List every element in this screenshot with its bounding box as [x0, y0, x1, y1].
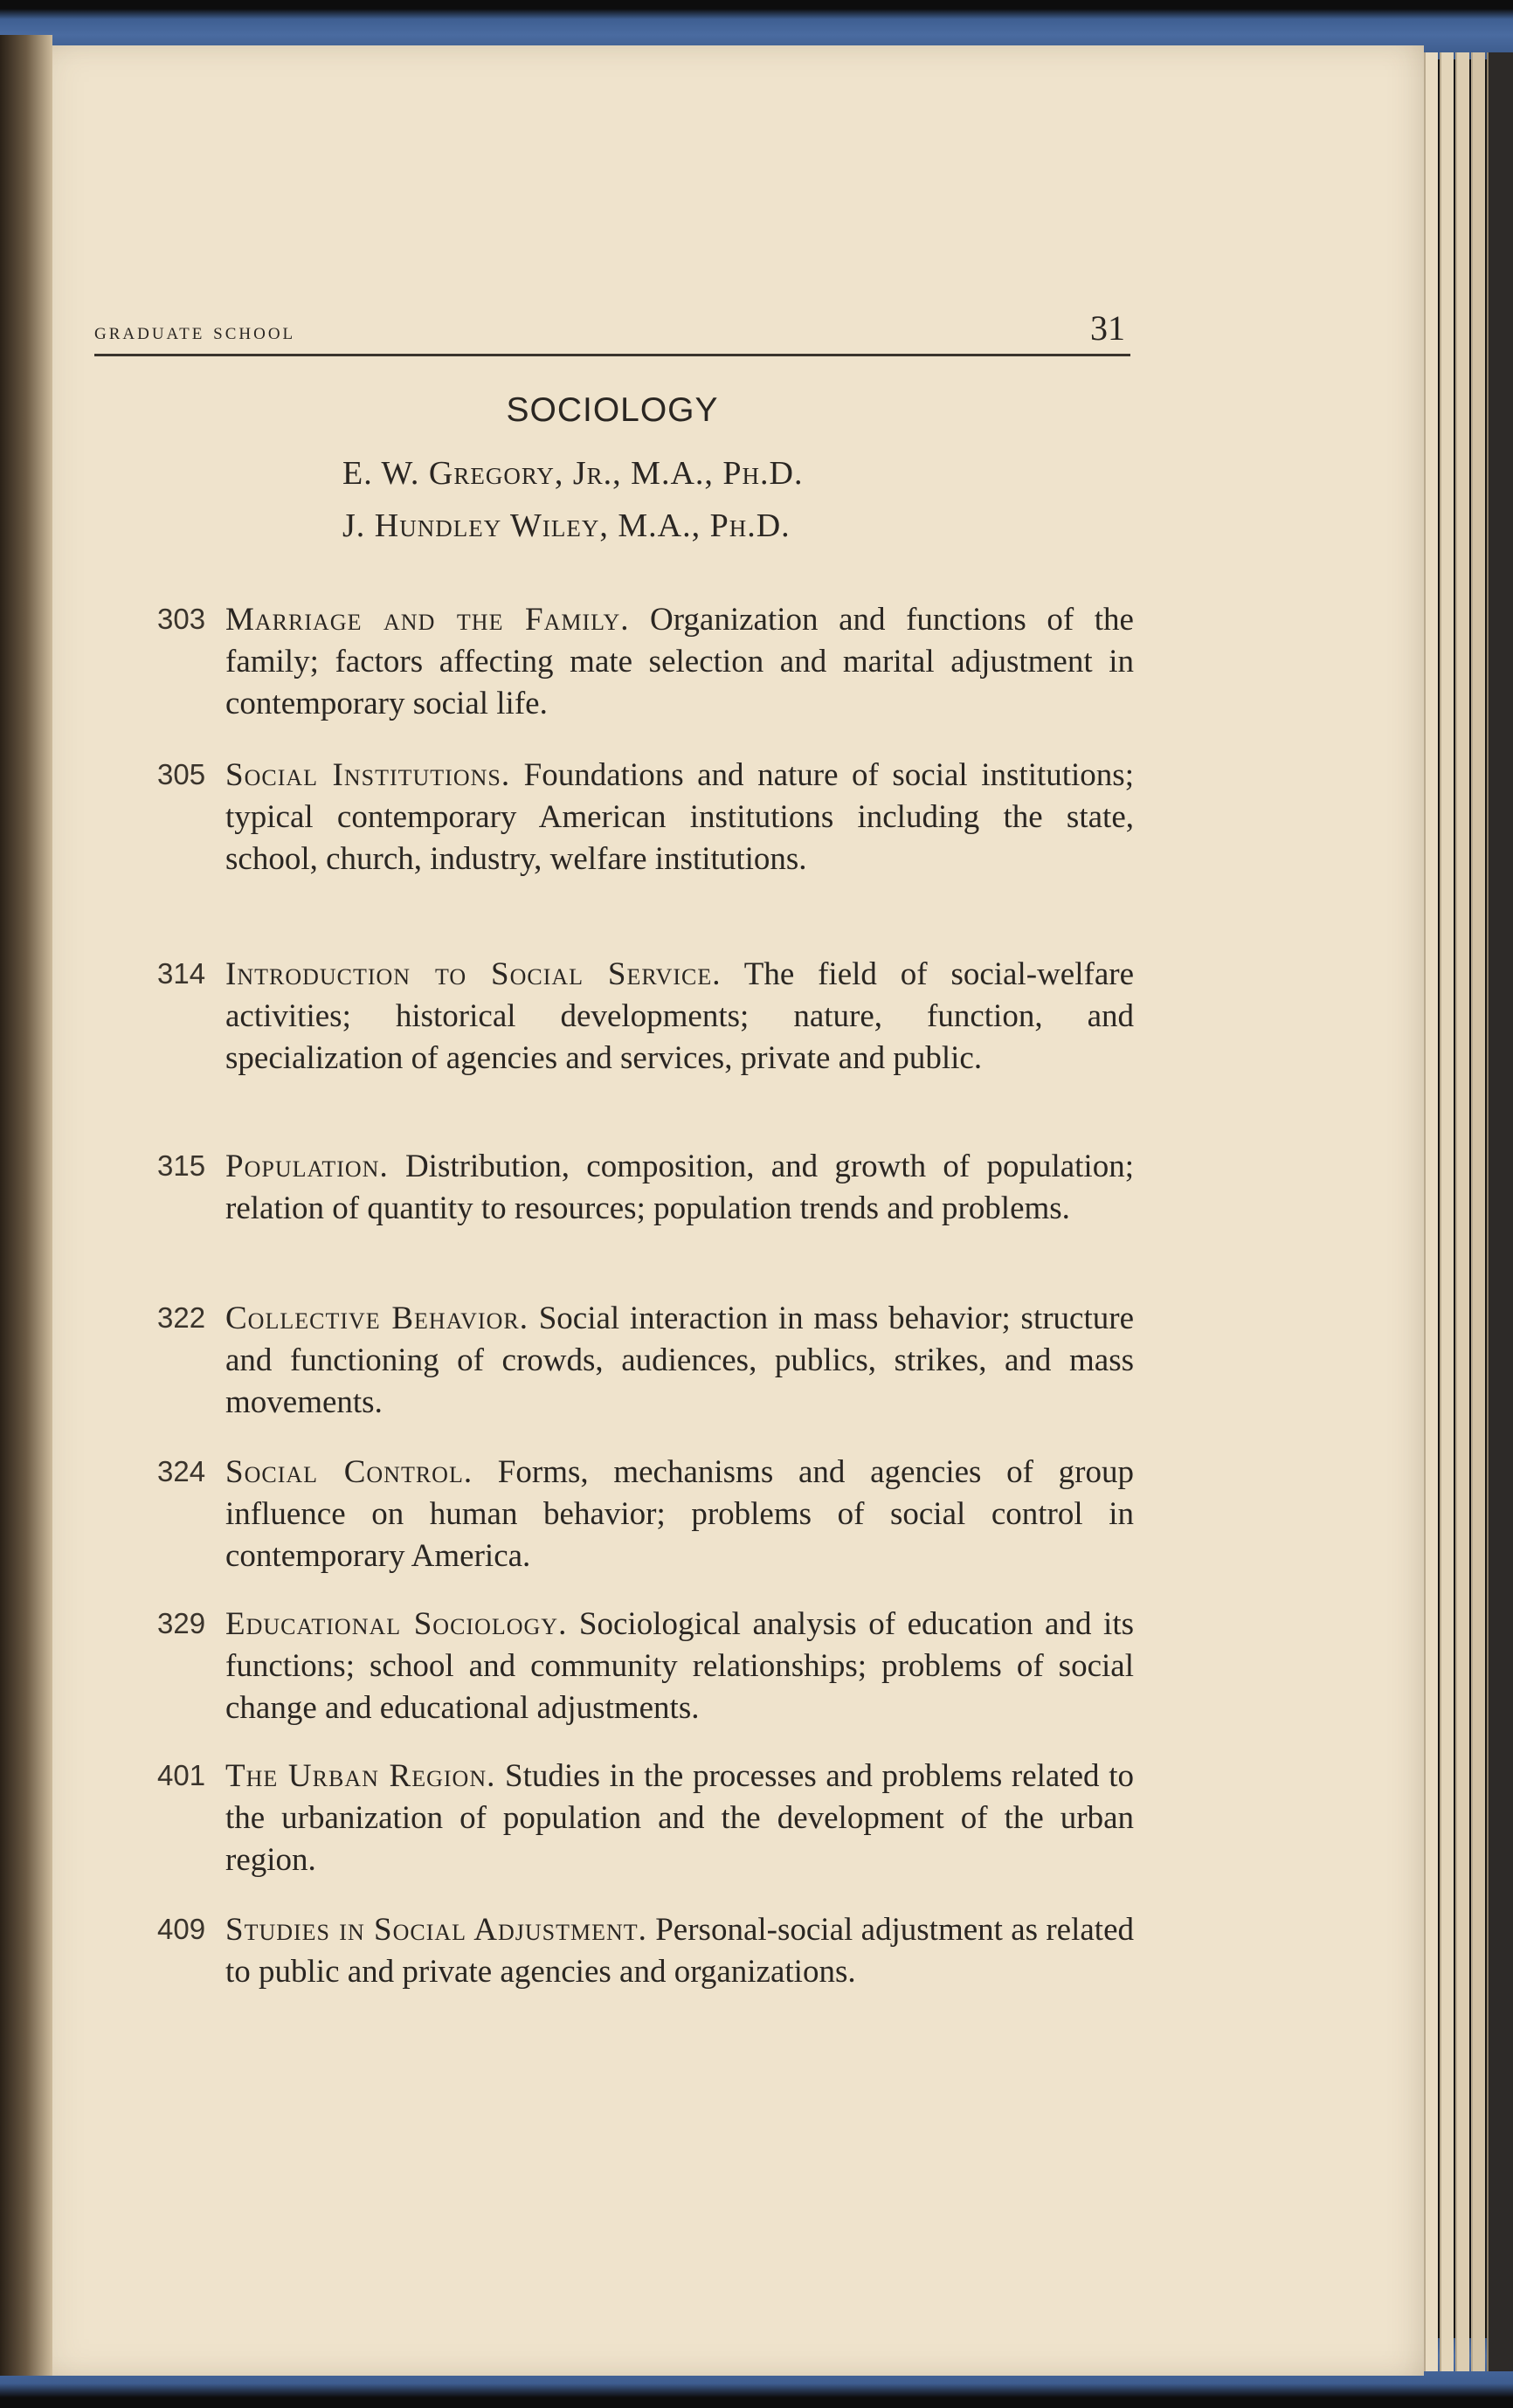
running-head	[94, 301, 1130, 356]
course-title: Collective Behavior.	[225, 1301, 529, 1336]
course-description: Personal-social adjustment as related to public and private agencies and organizations.	[225, 1912, 1134, 1990]
course-title: Marriage and the Family.	[225, 602, 630, 638]
course-description: Forms, mechanisms and agencies of group influence on human behavior; problems of social control in contemporary America.	[225, 1454, 1134, 1574]
course-number: 401	[157, 1759, 206, 1791]
course-number: 329	[157, 1607, 206, 1639]
course-title: Educational Sociology.	[225, 1606, 568, 1642]
course-description: Organization and functions of the family; factors affecting mate selection and marital adjustment in contemporary social life.	[225, 602, 1134, 721]
course-text	[225, 755, 1134, 880]
course-number: 322	[157, 1301, 206, 1334]
course-text	[225, 1604, 1134, 1729]
course-number: 409	[157, 1913, 206, 1945]
course-title: Population.	[225, 1149, 389, 1184]
course-title: Introduction to Social Service.	[225, 956, 722, 992]
course-title: Studies in Social Adjustment.	[225, 1912, 647, 1948]
course-number: 314	[157, 957, 206, 990]
section-title: SOCIOLOGY	[506, 391, 719, 429]
course-description: Social interaction in mass behavior; structure and functioning of crowds, audiences, publics, strikes, and mass movements.	[225, 1301, 1134, 1420]
running-head-section: graduate school	[94, 318, 296, 344]
course-text	[225, 1909, 1134, 1993]
course-description: Distribution, composition, and growth of population; relation of quantity to resources; population trends and problems.	[225, 1149, 1134, 1226]
course-description: Studies in the processes and problems related to the urbanization of population and the development of the urban region.	[225, 1758, 1134, 1878]
course-text	[225, 1452, 1134, 1577]
course-text	[225, 1298, 1134, 1424]
course-number: 303	[157, 603, 206, 635]
course-number: 315	[157, 1149, 206, 1182]
course-text	[225, 599, 1134, 725]
course-description: Sociological analysis of education and its functions; school and community relationships; problems of social change and educational adjustments.	[225, 1606, 1135, 1726]
course-description: The field of social-welfare activities; historical developments; nature, function, and specialization of agencies and services, private and public.	[225, 956, 1134, 1076]
course-title: The Urban Region.	[225, 1758, 496, 1794]
course-number: 305	[157, 758, 206, 790]
course-title: Social Institutions.	[225, 757, 511, 793]
course-text	[225, 1756, 1134, 1881]
course-title: Social Control.	[225, 1454, 473, 1490]
course-number: 324	[157, 1455, 206, 1487]
course-text	[225, 1146, 1134, 1230]
course-text	[225, 954, 1134, 1080]
faculty-member: E. W. Gregory, Jr., M.A., Ph.D.	[342, 455, 804, 492]
course-description: Foundations and nature of social institutions; typical contemporary American institutions including the state, school, church, industry, welfare institutions.	[225, 757, 1134, 877]
page-number: 31	[1090, 308, 1125, 348]
faculty-member: J. Hundley Wiley, M.A., Ph.D.	[342, 507, 791, 544]
